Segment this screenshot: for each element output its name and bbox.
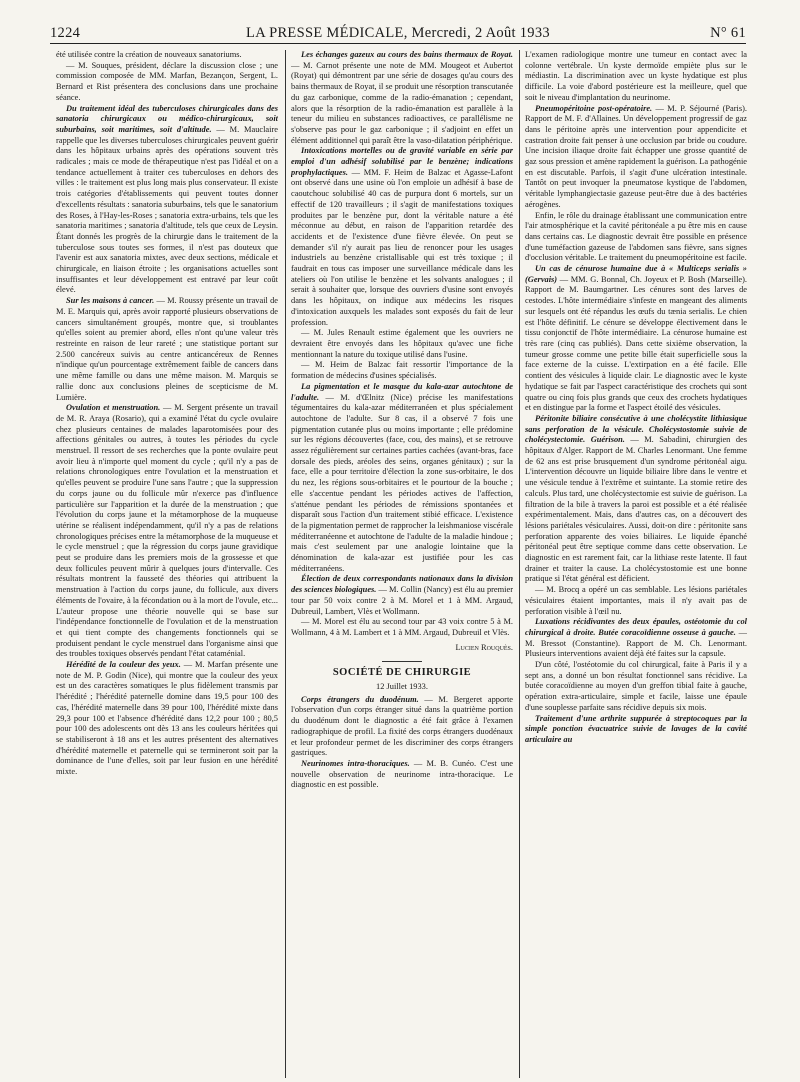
article-heading: Intoxications mortelles ou de gravité variable en série par emploi d'un adhésif solubilisé par le benzène; indications prophylactiques. [291, 146, 513, 177]
paragraph: — M. Souques, président, déclare la discussion close ; une commission composée de MM. Marfan, Bezançon, Sergent, L. Bernard et Rist présentera des conclusions dans une prochaine séance. [56, 60, 278, 102]
article-heading: Hérédité de la couleur des yeux. [66, 660, 181, 670]
paragraph: — MM. F. Heim de Balzac et Agasse-Lafont ont observé dans une usine où l'on emploie un adhésif à base de caoutchouc solubilisé 40 cas de purpura dont 6 mortels, sur un effectif de 120 travailleurs ; il s'agit de manifestations toxiques produites par le benzène pur, dont la véritable nature a été méconnue au début, en raison de l'apparition retardée des accidents et de l'existence d'une fièvre élevée. On peut se demander s'il n'y aurait pas lieu de renoncer pour les usages industriels au benzène cristallisable qui est très toxique ; il faudrait en tous cas imposer une surveillance médicale dans les ateliers où l'on utilise le benzène et les solvants analogues ; il serait à souhaiter que, lorsque des ouvriers d'usine sont envoyés dans les hôpitaux, on indique aux médecins les risques d'intoxication auxquels les malades sont exposés du fait de leur profession. [291, 167, 513, 327]
paragraph: L'examen radiologique montre une tumeur en contact avec la colonne vertébrale. Un kyste dermoïde empiète plus sur le médiastin. La discrimination avec un kyste hydatique est plus difficile. La voie d'abord postérieure est la meilleure, quel que soit le niveau d'implantation du neurinome. [525, 50, 747, 102]
paragraph: — M. P. Séjourné (Paris). Rapport de M. F. d'Allaines. Un développement progressif de gaz dans le péritoine après une intervention pour appendicite et castration droite fait penser à une occlusion par bride ou coudure. Une incision iliaque droite fait échapper une grosse quantité de gaz sous pression et amène rapidement la guérison. La pathogénie en est discutable. Parfois, il s'agit d'une ulcération intestinale. Tantôt on peut invoquer la pneumatose kystique de l'abdomen, véritable lymphangiectasie gazeuse peut-être due à des bactéries aérogènes. [525, 103, 747, 209]
column-2 [291, 50, 513, 1078]
column-divider [285, 50, 286, 1078]
section-title: SOCIÉTÉ DE CHIRURGIE [332, 667, 472, 679]
header-rule [50, 43, 746, 44]
paragraph: — M. Marfan présente une note de M. P. Godin (Nice), qui montre que la couleur des yeux est un des caractères somatiques le plus fidèlement transmis par l'hérédité ; l'hérédité paternelle domine dans 19,5 pour 100 des cas, l'hérédité maternelle dans 39 pour 100, l'hérédité mixte dans 29,3 pour 100 et l'absence d'hérédité dans 12,2 pour 100 ; 80,5 pour 100 des adolescents ont dès 13 ans les couleurs héritées qui se stabiliseront à 18 ans et les autres présentent des alternatives d'hérédité maternelle et paternelle qui se termineront soit par la dominance de l'une d'elles, soit par leur fusion en une hérédité mixte. [56, 660, 278, 777]
paragraph: D'un côté, l'ostéotomie du col chirurgical, faite à Paris il y a sept ans, a donné un bon résultat fonctionnel sans récidive. La butée coracoïdienne au moyen d'un greffon tibial faite à gauche, opération extra-articulaire, simple et facile, laisse une épaule d'une souplesse parfaite sans récidive depuis six mois. [525, 660, 747, 712]
paragraph: — M. Heim de Balzac fait ressortir l'importance de la formation de médecins d'usines spécialisés. [291, 360, 513, 381]
page-header [50, 24, 746, 42]
paragraph: — MM. G. Bonnal, Ch. Joyeux et P. Bosh (Marseille). Rapport de M. Baumgartner. Les cénures sont des larves de cestodes. L'hôte intermédiaire s'infeste en mangeant des aliments sur lesquels ont été répandus les œufs du tænia serialis. Le chien est l'hôte définitif. Le cénure se développe électivement dans le tissu conjonctif de l'hôte intermédiaire. La cénurose humaine est très rare (cinq cas publiés). Dans cette sixième observation, la tumeur grosse comme une petite bille était superficielle sous la face externe de la cuisse. L'extirpation en a été facile. Elle contient des vésicules à liquide clair. Le diagnostic avec le kyste hydatique se fait par l'aspect caractéristique des crochets qui sont quatre ou cinq fois plus grands que ceux des crochets hydatiques et en distingue par la forme et l'aspect étoilé des vésicules. [525, 274, 747, 413]
page-number: 1224 [50, 25, 81, 41]
paragraph: — M. d'Œlnitz (Nice) précise les manifestations tégumentaires du kala-azar méditerranéen et plus spécialement autochtone de l'adulte. Sur 8 cas, il a observé 7 fois une pigmentation cutanée plus ou moins importante ; elle prédomine sur les régions découvertes (face, cou, des mains), et se retrouve assez régulièrement sur certaines parties cachées (avant-bras, face dorsale des pieds, aréoles des seins, organes génitaux) ; sur la face, elle a pour territoire d'élection la zone sus-orbitaire, le dos du nez, les régions sous-orbitaires et le pourtour de la bouche ; elle s'accentue pendant les périodes actives de l'affection, s'atténue pendant les périodes de rémissions spontanées et disparaît sous l'action d'un traitement stibié efficace. L'existence de la pigmentation permet de rapprocher la leishmaniose viscérale méditerranéenne et autochtone de l'adulte de la maladie hindoue ; mais c'est seulement par une analogie lointaine que la dénomination de kala-azar est justifiée pour les cas méditerranéens. [291, 392, 513, 573]
issue-number: N° 61 [710, 25, 746, 41]
column-1 [56, 50, 278, 1078]
article-heading: La pigmentation et le masque du kala-azar autochtone de l'adulte. [291, 381, 513, 402]
column-divider [519, 50, 520, 1078]
paragraph: — M. Jules Renault estime également que les ouvriers ne devraient être envoyés dans les hôpitaux qu'avec une fiche mentionnant la nature du toxique utilisé dans l'usine. [291, 328, 513, 359]
article-heading: Un cas de cénurose humaine due à « Multiceps serialis » (Gervais) [525, 264, 747, 284]
article-heading: Les échanges gazeux au cours des bains thermaux de Royat. [301, 50, 513, 59]
article-heading: Sur les maisons à cancer. [66, 296, 155, 306]
session-date: 12 Juillet 1933. [376, 682, 428, 692]
column-3 [525, 50, 747, 1078]
article-heading: Péritonite biliaire consécutive à une cholécystite lithiasique sans perforation de la vésicule. Cholécystostomie suivie de cholécystectomie. Guérison. [525, 413, 747, 445]
article-heading: Du traitement idéal des tuberculoses chirurgicales dans des sanatoria chirurgicaux ou médico-chirurgicaux, soit suburbains, soit maritimes, soit d'altitude. [56, 103, 278, 134]
paragraph: — M. Sergent présente un travail de M. R. Araya (Rosario), qui a examiné l'état du cycle ovulaire chez plusieurs centaines de malades laparotomisées pour des affections génitales ou autres, à toutes les périodes du cycle menstruel. Il ressort de ses recherches que la ponte ovulaire peut avoir lieu à n'importe quel moment du cycle ; qu'il n'y a pas de relations chronologiques entre l'ovulation et la menstruation et qu'elles peuvent se produire l'une sans l'autre ; que la suppression du corps jaune ou du follicule mûr n'exerce pas d'influence particulière sur l'apparition et la durée de la menstruation ; que l'évolution du corps jaune et la métamorphose de la muqueuse utérine se réalisent indépendamment, qu'il n'y a pas de relations chronologiques précises entre la métamorphose de la muqueuse et le cycle menstruel ; que la régression du corps jaune gravidique peut se produire dans les premiers mois de la grossesse et que deux follicules peuvent mûrir à quelques jours d'intervalle. Ces résultats montrent la fausseté des théories qui attribuent la menstruation à l'action du corps jaune, du follicule, aux divers éléments de l'ovaire, à la fécondation ou à la mort de l'ovule, etc... L'auteur propose une théorie nouvelle qui se base sur l'indépendance fonctionnelle de l'ovulation et de la menstruation et qui tient compte des changements fonctionnels qui se produisent pendant le cycle menstruel dans l'organisme ainsi que des troubles toxiques observés pendant l'état cataménial. [56, 403, 278, 659]
article-heading: Élection de deux correspondants nationaux dans la division des sciences biologiques. [291, 574, 513, 595]
paragraph: — M. Mauclaire rappelle que les diverses tuberculoses chirurgicales peuvent guérir dans les hôpitaux urbains après des opérations souvent très radicales ; mais ce mode de thérapeutique n'est pas l'idéal et on a tendance actuellement à traiter ces tuberculoses en dehors des villes : le traitement est plus long mais plus conservateur. Il existe trois catégories d'établissements qui peuvent toutes donner d'excellents résultats : sanatoria suburbains, tels que le sanatorium des Roses, à l'Hay-les-Roses ; sanatoria extra-urbains, tels que les sanatoria maritimes ; sanatoria d'altitude, tels que ceux de Leysin. Étant donnés les progrès de la chirurgie dans le traitement de la tuberculose sous toutes ses formes, il n'est pas douteux que l'avenir est aux sanatoria mixtes, avec deux sections, médicale et chirurgicale, en liaison étroite ; les organisations actuelles sont insuffisantes et leur développement est entravé par leur coût élevé. [56, 124, 278, 295]
paragraph: — M. Bergeret apporte l'observation d'un corps étranger situé dans la quatrième portion du duodénum dont le diagnostic a été fait grâce à l'examen radiographique de profil. La fixité des corps étrangers duodénaux et leur profondeur permet de les discriminer des corps étrangers gastriques. [291, 694, 513, 758]
paragraph: Enfin, le rôle du drainage établissant une communication entre l'air atmosphérique et la cavité péritonéale a pu être mis en cause dans certains cas. Le diagnostic devrait être possible en présence d'une tuméfaction gazeuse de l'abdomen sans fièvre, sans signes d'occlusion véritable. Le traitement du pneumopéritoine est facile. [525, 210, 747, 263]
paragraph: été utilisée contre la création de nouveaux sanatoriums. [56, 50, 242, 59]
paragraph: — M. Bressot (Constantine). Rapport de M. Ch. Lenormant. Plusieurs interventions avaient déjà été faites sur la capsule. [525, 627, 747, 659]
author-signature: Lucien Rouquès. [455, 642, 513, 652]
article-heading: Traitement d'une arthrite suppurée à streptocoques par la simple ponction évacuatrice suivie de lavages de la cavité articulaire au [525, 713, 747, 744]
article-heading: Ovulation et menstruation. [66, 403, 161, 413]
article-heading: Corps étrangers du duodénum. [301, 694, 419, 704]
paragraph: — M. Carnot présente une note de MM. Mougeot et Aubertot (Royat) qui démontrent par une série de dosages qu'au cours des bains thermaux de Royat, il se produit une résorption transcutanée du gaz carbonique, comme de la radio-émanation ; cependant, alors que la résorption de la radio-émanation est parallèle à la teneur du milieu en substances radioactives, ce parallélisme ne s'observe pas pour le gaz carbonique ; il s'adjoint en effet un élément additionnel qui paraît être la vaso-dilatation périphérique. [291, 60, 513, 145]
paragraph: — M. Collin (Nancy) est élu au premier tour par 50 voix contre 2 à M. Morel et 1 à MM. Argaud, Dubreuil, Lambert, Vlès et Wollmann. [291, 585, 513, 616]
paragraph: — M. Brocq a opéré un cas semblable. Les lésions pariétales vésiculaires étaient importantes, mais il n'y avait pas de perforation visible à l'œil nu. [525, 585, 747, 616]
journal-title: LA PRESSE MÉDICALE, Mercredi, 2 Août 1933 [246, 25, 550, 41]
article-heading: Luxations récidivantes des deux épaules, ostéotomie du col chirurgical à droite. Butée coracoïdienne osseuse à gauche. [525, 617, 747, 637]
article-heading: Neurinomes intra-thoraciques. [301, 759, 410, 768]
paragraph: — M. Roussy présente un travail de M. E. Marquis qui, après avoir rapporté plusieurs observations de cancers simultanément groupés, montre que, si troublantes qu'elles soient au premier abord, elles n'ont qu'une valeur très restreinte en raison de leur rareté ; une statistique portant sur 2.500 cancéreux suivis au centre anticancéreux de Rennes n'indique qu'un pourcentage extrêmement faible de cancers dans une même famille ou dans une même maison. M. Marquis se rallie donc aux conclusions pleines de scepticisme de M. Lumière. [56, 296, 278, 402]
paragraph: — M. Morel est élu au second tour par 43 voix contre 5 à M. Wollmann, 4 à M. Lambert et 1 à MM. Argaud, Dubreuil et Vlès. [291, 617, 513, 637]
section-separator [382, 661, 422, 662]
paragraph: — M. Sabadini, chirurgien des hôpitaux d'Alger. Rapport de M. Charles Lenormant. Une femme de 62 ans est prise brusquement d'un syndrome péritonéal aigu. L'intervention découvre un liquide biliaire libre dans le ventre et une vésicule tendue à l'extrême et suintante. La stomie retire des calculs. Plus tard, une cholécystectomie est suivie de guérison. La filtration de la bile à travers la paroi est possible et a été réalisée expérimentalement. Mais, dans d'autres cas, on a découvert des lésions pariétales vésiculaires. Aussi, doit-on dire : péritonite sans perforation apparente des voies biliaires. Le liquide épanché péritonéal peut être septique comme dans cette observation. Le diagnostic en est rarement fait, car la lithiase reste latente. Il faut drainer et traiter la cause. La cholécystostomie est une bonne pratique si l'état général est déficient. [525, 435, 747, 584]
article-heading: Pneumopéritoine post-opératoire. [535, 103, 653, 113]
paragraph: — M. B. Cunéo. C'est une nouvelle observation de neurinome intra-thoracique. Le diagnostic en est possible. [291, 759, 513, 790]
